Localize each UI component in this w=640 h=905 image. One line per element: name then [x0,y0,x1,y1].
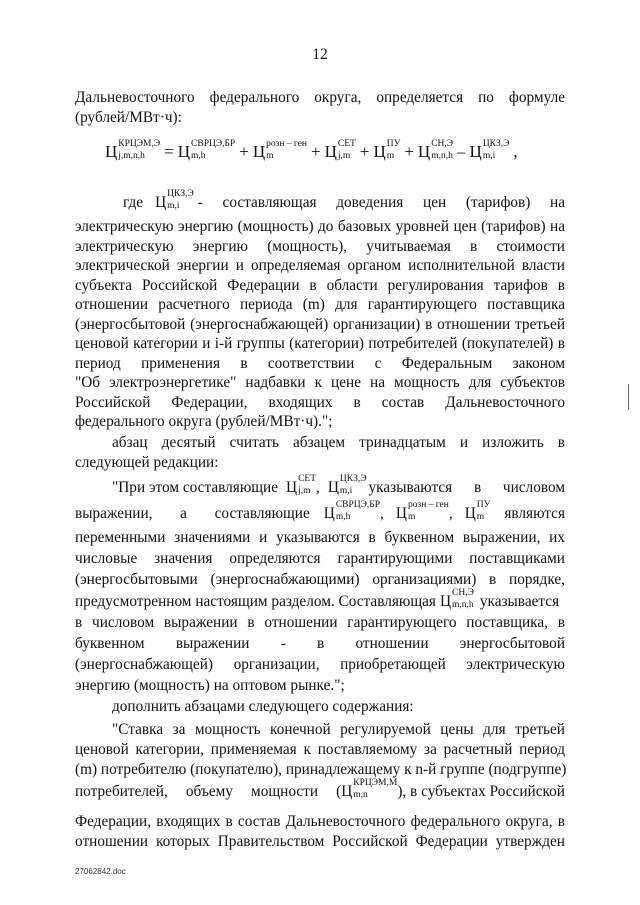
text-line: электрическую энергию (мощность), учитываемая в стоимости [75,237,565,255]
text-line [75,500,565,524]
text-line [75,778,565,802]
symbol-indices [338,140,356,160]
symbol-base: Ц [252,142,266,161]
text-line: (энергосбытовой (энергоснабжающей) организации) в отношении третьей [75,315,565,333]
symbol-indices [452,589,474,609]
symbol-indices [483,140,510,160]
symbol-superscript: ЦКЗ,Э [482,139,510,150]
text-segment: указывается [479,593,560,610]
symbol [439,588,474,612]
price-symbol [324,139,356,162]
symbol-superscript: СЕТ [337,139,356,150]
symbol-indices [387,140,401,160]
text-line: дополнить абзацами следующего содержания: [112,698,414,715]
text-line [75,474,565,498]
symbol-base: Ц [464,505,476,522]
formula-operator: + [404,142,414,161]
symbol-superscript: КРЦЭМ,М [353,778,398,789]
symbol-base: Ц [469,142,482,161]
symbol [323,500,381,524]
page-number: 12 [312,46,328,63]
text-line: субъекта Российской Федерации в области регулирования тарифов в [75,276,565,294]
symbol-base: Ц [417,142,431,161]
symbol-subscript: m,h [191,151,206,162]
symbol-subscript: m,n [353,790,368,801]
margin-mark [628,384,629,410]
symbol-indices [353,779,397,799]
symbol-indices [298,475,316,495]
symbol-superscript: СВРЦЭ,БР [335,500,381,511]
text-line: ценовой категории и i-й группы (категории) потребителей (покупателей) в [75,335,565,352]
price-symbol [439,588,474,612]
text-segment: предусмотренном настоящим разделом. Составляющая [75,593,436,610]
symbol-base: Ц [323,505,335,522]
symbol-base: Ц [324,142,337,161]
symbol [155,189,194,213]
text-line [75,189,565,213]
text-segment: "При этом составляющие [112,479,279,496]
text-segment: потребителей, объему мощности ( [75,783,342,800]
formula-operator: – [457,142,466,161]
text-line: отношении расчетного периода (m) для гарантирующего поставщика [75,296,565,313]
price-symbol [469,139,510,162]
symbol-subscript: m [386,151,395,162]
formula-operator: , [513,142,518,161]
price-symbol [327,474,367,498]
text-line: числовые значения определяются гарантирующими поставщиками [75,550,565,567]
symbol-subscript: m,n,h [452,600,474,611]
text-line: электрической энергии и определяемая органом исполнительной власти [75,257,565,274]
formula-operator: + [359,142,370,161]
formula-operator: = [164,142,174,161]
symbol-subscript: m [407,512,416,523]
symbol-indices [118,140,160,160]
symbol-superscript: СЕТ [298,474,317,485]
symbol-indices [431,140,453,160]
price-symbol [177,139,236,162]
symbol-superscript: КРЦЭМ,Э [118,139,161,150]
symbol-base: Ц [373,142,386,161]
text-segment: являются [504,505,565,522]
symbol-subscript: j,m [298,486,311,497]
price-symbol [105,139,161,162]
symbol [341,778,398,802]
text-line: в числовом выражении в отношении гарантирующего поставщика, в [75,614,565,631]
symbol-subscript: j,m,n,h [118,151,145,162]
text-line: электрическую энергию (мощность) до базовых уровней цен (тарифов) на [75,218,565,235]
symbol-indices [340,475,367,495]
text-line: (m) потребителю (покупателю), принадлежащему к n-й группе (подгруппе) [75,761,567,778]
symbol-indices [408,501,449,521]
text-line: переменными значениями и указываются в буквенном выражении, их [75,529,565,546]
symbol [395,500,449,524]
symbol-superscript: розн – ген [407,500,449,511]
text-line: "Об электроэнергетике" надбавки к цене на мощность для субъектов [75,374,565,391]
symbol-base: Ц [327,479,339,496]
symbol-superscript: розн – ген [266,139,308,150]
text-line: (энергоснабжающей) организации, приобретающей электрическую [75,656,565,673]
price-symbol [417,139,454,162]
symbol-subscript: m,n,h [431,151,453,162]
text-line: буквенном выражении - в отношении энергосбытовой [75,635,565,652]
price-symbol [373,139,401,162]
text-segment: где [123,194,144,211]
price-symbol [464,500,491,524]
symbol-superscript: СН,Э [431,139,454,150]
text-line: отношении которых Правительством Российской Федерации утвержден [75,833,565,850]
price-symbol [155,189,194,213]
symbol-indices [167,190,194,210]
symbol-subscript: m [266,151,274,162]
symbol-superscript: ЦКЗ,Э [167,189,194,200]
symbol-indices [477,501,491,521]
text-line: Федерации, входящих в состав Дальневосточного федерального округа, в [75,813,565,830]
text-segment: указываются в числовом [368,479,565,496]
text-line: (рублей/МВт·ч): [75,109,182,126]
symbol-subscript: m,h [335,512,351,523]
symbol-base: Ц [395,505,407,522]
text-segment: ), в субъектах Российской [397,783,565,800]
symbol-subscript: j,m [337,151,351,162]
symbol-base: Ц [155,194,167,211]
symbol-subscript: m,i [167,201,180,212]
text-line: федерального округа (рублей/МВт·ч)."; [75,413,333,430]
text-line: абзац десятый считать абзацем тринадцатым и изложить в [112,434,565,451]
symbol-superscript: ПУ [476,500,491,511]
symbol [464,500,491,524]
symbol-base: Ц [286,479,298,496]
text-segment: , [316,479,320,496]
symbol-superscript: СН,Э [452,588,474,599]
price-symbol [323,500,381,524]
symbol-base: Ц [105,142,118,161]
formula-operator: + [311,142,321,161]
text-segment: - составляющая доведения цен (тарифов) на [197,194,565,211]
text-line: "Ставка за мощность конечной регулируемой цены для третьей [112,721,565,738]
symbol-superscript: СВРЦЭ,БР [191,139,236,150]
text-line: следующей редакции: [75,454,219,471]
symbol-base: Ц [439,593,451,610]
symbol-base: Ц [341,783,353,800]
text-line [75,588,565,612]
symbol-subscript: m,i [482,151,496,162]
price-symbol [341,778,398,802]
text-line: Российской Федерации, входящих в состав Дальневосточного [75,393,565,411]
symbol-subscript: m,i [339,486,353,497]
text-segment: , [448,505,453,522]
formula-operator: + [239,142,249,161]
symbol-superscript: ЦКЗ,Э [339,474,367,485]
text-line: ценовой категории, применяемая к поставляемому за расчетный период [75,741,565,758]
symbol-superscript: ПУ [386,139,401,150]
symbol-subscript: m [476,512,485,523]
text-line: Дальневосточного федерального округа, определяется по формуле [75,89,565,106]
symbol [286,474,317,498]
symbol-indices [336,501,380,521]
price-symbol [395,500,449,524]
text-line: энергию (мощность) на оптовом рынке."; [75,677,345,694]
symbol [327,474,367,498]
symbol-indices [266,140,307,160]
text-line: (энергосбытовыми (энергоснабжающими) организациями) в порядке, [75,571,565,588]
price-symbol [252,139,308,162]
text-segment: выражении, а составляющие [75,505,310,522]
text-line: период применения в соответствии с Федеральным законом [75,354,565,372]
text-segment: , [380,505,384,522]
symbol-indices [191,140,235,160]
footer-filename: 27062842.doc [75,867,126,876]
formula [105,139,565,162]
symbol-base: Ц [177,142,191,161]
price-symbol [286,474,317,498]
